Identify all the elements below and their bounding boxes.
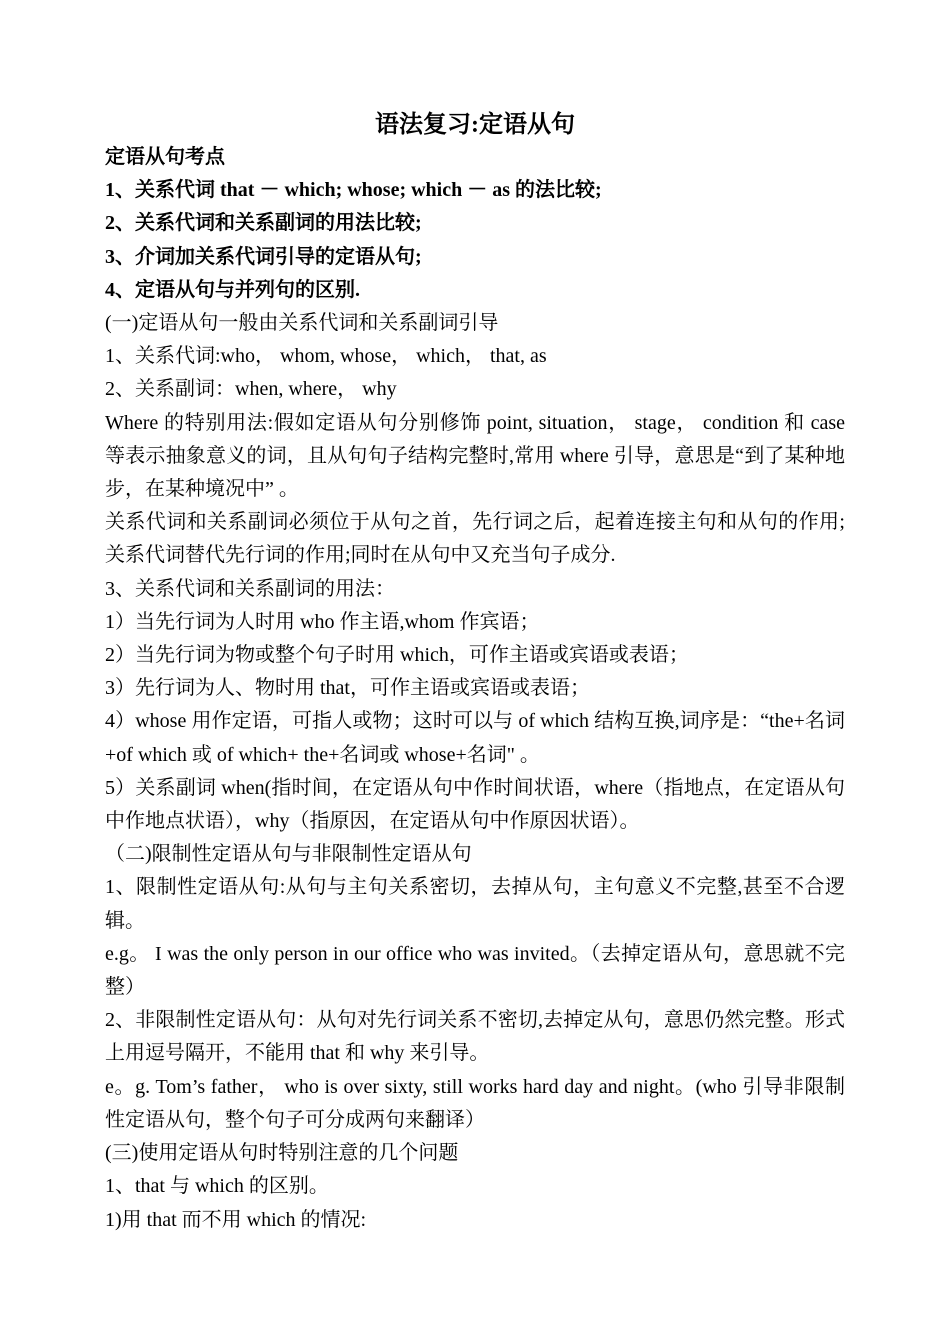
relative-adverbs-line: 2、关系副词：when, where， why — [105, 378, 397, 401]
section-3-heading: (三)使用定语从句时特别注意的几个问题 — [105, 1142, 459, 1165]
usage-item: 1）当先行词为人时用 who 作主语,whom 作宾语； — [105, 610, 540, 633]
relative-pronouns-line: 1、关系代词:who， whom, whose， which， that, as — [105, 345, 547, 368]
page-title: 语法复习:定语从句 — [375, 112, 575, 138]
points-heading: 定语从句考点 — [105, 146, 225, 168]
restrictive-example: e.g。 I was the only person in our office who was invited。（去掉定语从句，意思就不完整） — [105, 942, 845, 999]
restrictive-clause-paragraph: 1、限制性定语从句:从句与主句关系密切，去掉从句，主句意义不完整,甚至不合逻辑。 — [105, 876, 845, 932]
position-note-paragraph: 关系代词和关系副词必须位于从句之首，先行词之后，起着连接主句和从句的作用;关系代词替代先行词的作用;同时在从句中又充当句子成分. — [105, 511, 845, 567]
nonrestrictive-example: e。g. Tom’s father， who is over sixty, still works hard day and night。(who 引导非限制性定语从句，整个句子可分成两句来翻译） — [105, 1075, 845, 1131]
usage-item: 5）关系副词 when(指时间，在定语从句中作时间状语，where（指地点，在定语从句中作地点状语），why（指原因，在定语从句中作原因状语）。 — [105, 776, 845, 833]
point-item: 3、介词加关系代词引导的定语从句; — [105, 245, 422, 268]
section-2-heading: （二)限制性定语从句与非限制性定语从句 — [105, 843, 472, 866]
usage-heading: 3、关系代词和关系副词的用法： — [105, 577, 395, 600]
usage-item: 2）当先行词为物或整个句子时用 which，可作主语或宾语或表语； — [105, 644, 689, 667]
point-item: 4、定语从句与并列句的区别. — [105, 278, 360, 301]
where-usage-paragraph: Where 的特别用法:假如定语从句分别修饰 point, situation， stage， condition 和 case 等表示抽象意义的词，且从句句子结构完整时,常用 where 引导，意思是“到了某种地步，在某种境况中” 。 — [105, 411, 845, 501]
section-1-heading: (一)定语从句一般由关系代词和关系副词引导 — [105, 312, 499, 335]
usage-item: 4）whose 用作定语，可指人或物；这时可以与 of which 结构互换,词序是：“the+名词+of which 或 of which+ the+名词或 whose+名词" 。 — [105, 710, 845, 766]
point-item: 2、关系代词和关系副词的用法比较; — [105, 212, 422, 235]
section-3-subitem: 1)用 that 而不用 which 的情况: — [105, 1208, 367, 1231]
nonrestrictive-clause-paragraph: 2、非限制性定语从句：从句对先行词关系不密切,去掉定从句，意思仍然完整。形式上用逗号隔开，不能用 that 和 why 来引导。 — [105, 1009, 845, 1065]
section-3-item: 1、that 与 which 的区别。 — [105, 1175, 329, 1198]
point-item: 1、关系代词 that － which; whose; which － as 的法比较; — [105, 179, 602, 202]
document-body — [105, 141, 845, 1237]
usage-item: 3）先行词为人、物时用 that，可作主语或宾语或表语； — [105, 677, 590, 700]
